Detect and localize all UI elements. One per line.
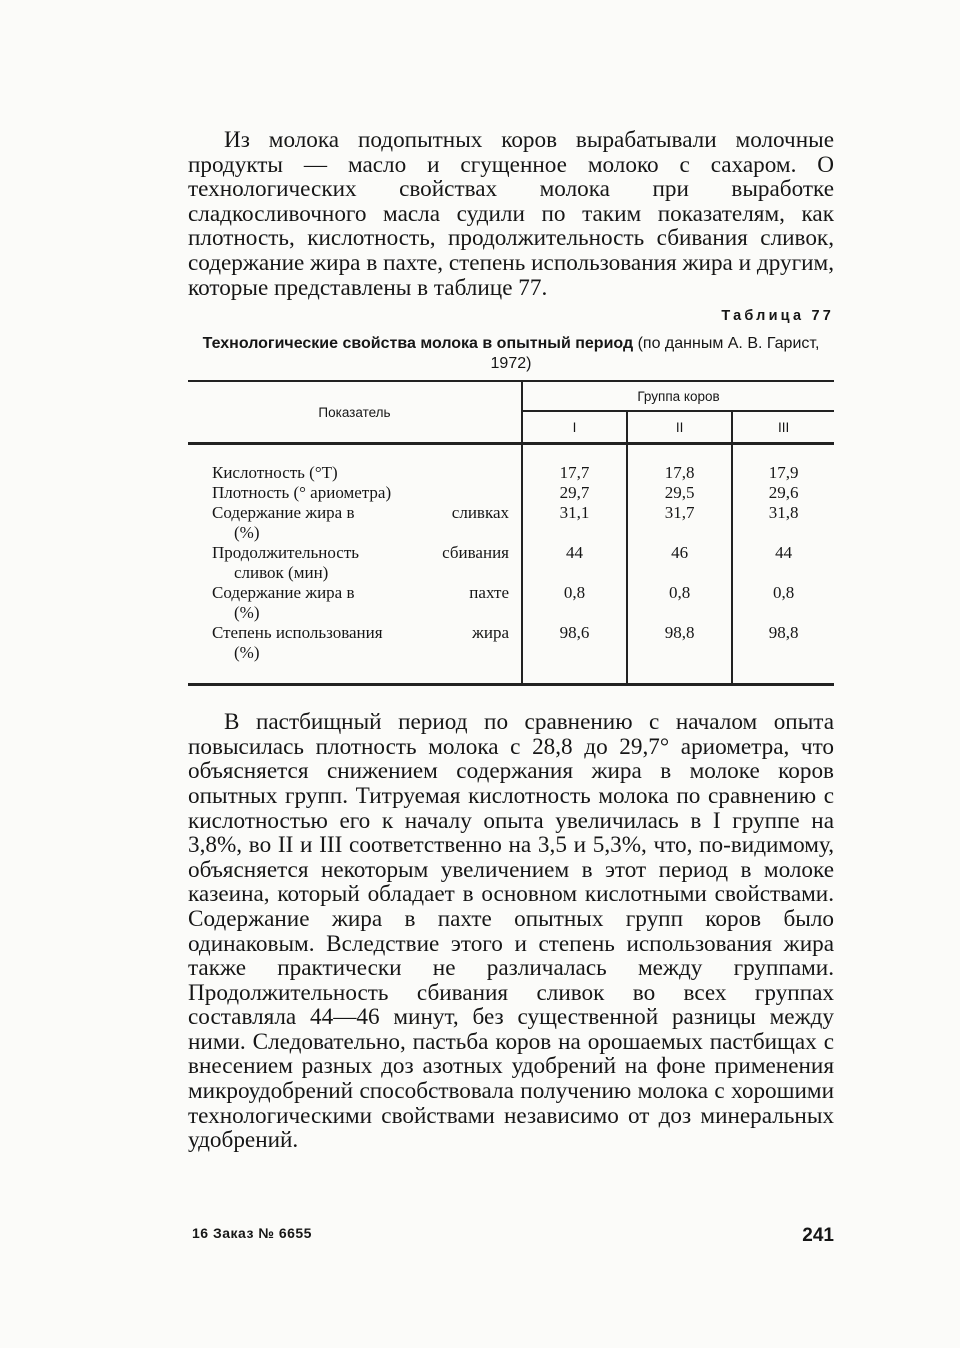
value-cell: 29,6: [768, 483, 799, 503]
value-cell: 29,5: [664, 483, 695, 503]
value-cell: 0,8: [563, 583, 586, 603]
value-cell: 17,8: [664, 463, 695, 483]
data-table: [188, 380, 834, 686]
value-cell: 0,8: [772, 583, 795, 603]
table-body: [188, 444, 834, 685]
value-cell: 98,8: [664, 623, 695, 643]
table-row: [188, 444, 834, 685]
table-label: Таблица 77: [721, 308, 834, 325]
header-group-1: I: [522, 411, 627, 444]
page-number: 241: [802, 1225, 834, 1246]
table-caption-title: Технологические свойства молока в опытный период: [202, 335, 634, 353]
header-parameter: Показатель: [188, 381, 522, 444]
page-footer: [192, 1225, 834, 1247]
value-cell: 17,7: [559, 463, 590, 483]
header-group: Группа коров: [522, 381, 834, 411]
value-cell: 29,7: [559, 483, 590, 503]
header-group-3: III: [732, 411, 834, 444]
value-cell: 46: [671, 543, 689, 563]
parameter-column: [188, 444, 522, 685]
value-cell: 0,8: [669, 583, 691, 603]
intro-paragraph: Из молока подопытных коров вырабатывали молочные продукты — масло и сгущенное молоко с сахаром. О технологических свойствах молока при выработке сладкосливочного масла судили по таким показателям, как плотность, кислотность, продолжительность сбивания сливок, содержание жира в пахте, степень использования жира и другим, которые представлены в таблице 77.: [188, 127, 834, 301]
table-caption-source: (по данным А. В. Гарист, 1972): [490, 335, 820, 373]
parameter-label: Степень использования жира (%): [212, 623, 509, 663]
parameter-label: Плотность (° ариометра): [212, 483, 392, 503]
header-group-2: II: [627, 411, 732, 444]
parameter-label: Содержание жира в сливках (%): [212, 503, 509, 543]
parameter-label: Содержание жира в пахте (%): [212, 583, 509, 623]
parameter-label: Кислотность (°Т): [212, 463, 338, 483]
page: [188, 128, 834, 1153]
value-cell: 31,8: [768, 503, 799, 523]
group-1-column: [522, 444, 627, 685]
group-3-column: [732, 444, 834, 685]
value-cell: 44: [566, 543, 584, 563]
main-paragraph: В пастбищный период по сравнению с началом опыта повысилась плотность молока с 28,8 до 29,7° ариометра, что объясняется снижением содержания жира в молоке коров опытных групп. Титруемая кислотность молока по сравнению с кислотностью его к началу опыта увеличилась в I группе на 3,8%, во II и III соответственно на 3,5 и 5,3%, что, по-видимому, объясняется некоторым увеличением в этот период в молоке казеина, который обладает в основном кислотными свойствами. Содержание жира в пахте опытных групп коров было одинаковым. Вследствие этого и степень использования жира также практически не различалась между группами. Продолжительность сбивания сливок во всех группах составляла 44—46 минут, без существенной разницы между ними. Следовательно, пастьба коров на орошаемых пастбищах с внесением разных доз азотных удобрений на фоне применения микроудобрений способствовала получению молока с хорошими технологическими свойствами независимо от доз минеральных удобрений.: [188, 709, 834, 1154]
value-cell: 44: [775, 543, 793, 563]
group-2-column: [627, 444, 732, 685]
table-caption: [188, 334, 834, 374]
value-cell: 31,1: [559, 503, 590, 523]
parameter-label: Продолжительность сбивания сливок (мин): [212, 543, 509, 583]
value-cell: 98,8: [768, 623, 799, 643]
print-signature: 16 Заказ № 6655: [192, 1225, 312, 1241]
value-cell: 98,6: [559, 623, 590, 643]
value-cell: 17,9: [768, 463, 799, 483]
value-cell: 31,7: [664, 503, 695, 523]
